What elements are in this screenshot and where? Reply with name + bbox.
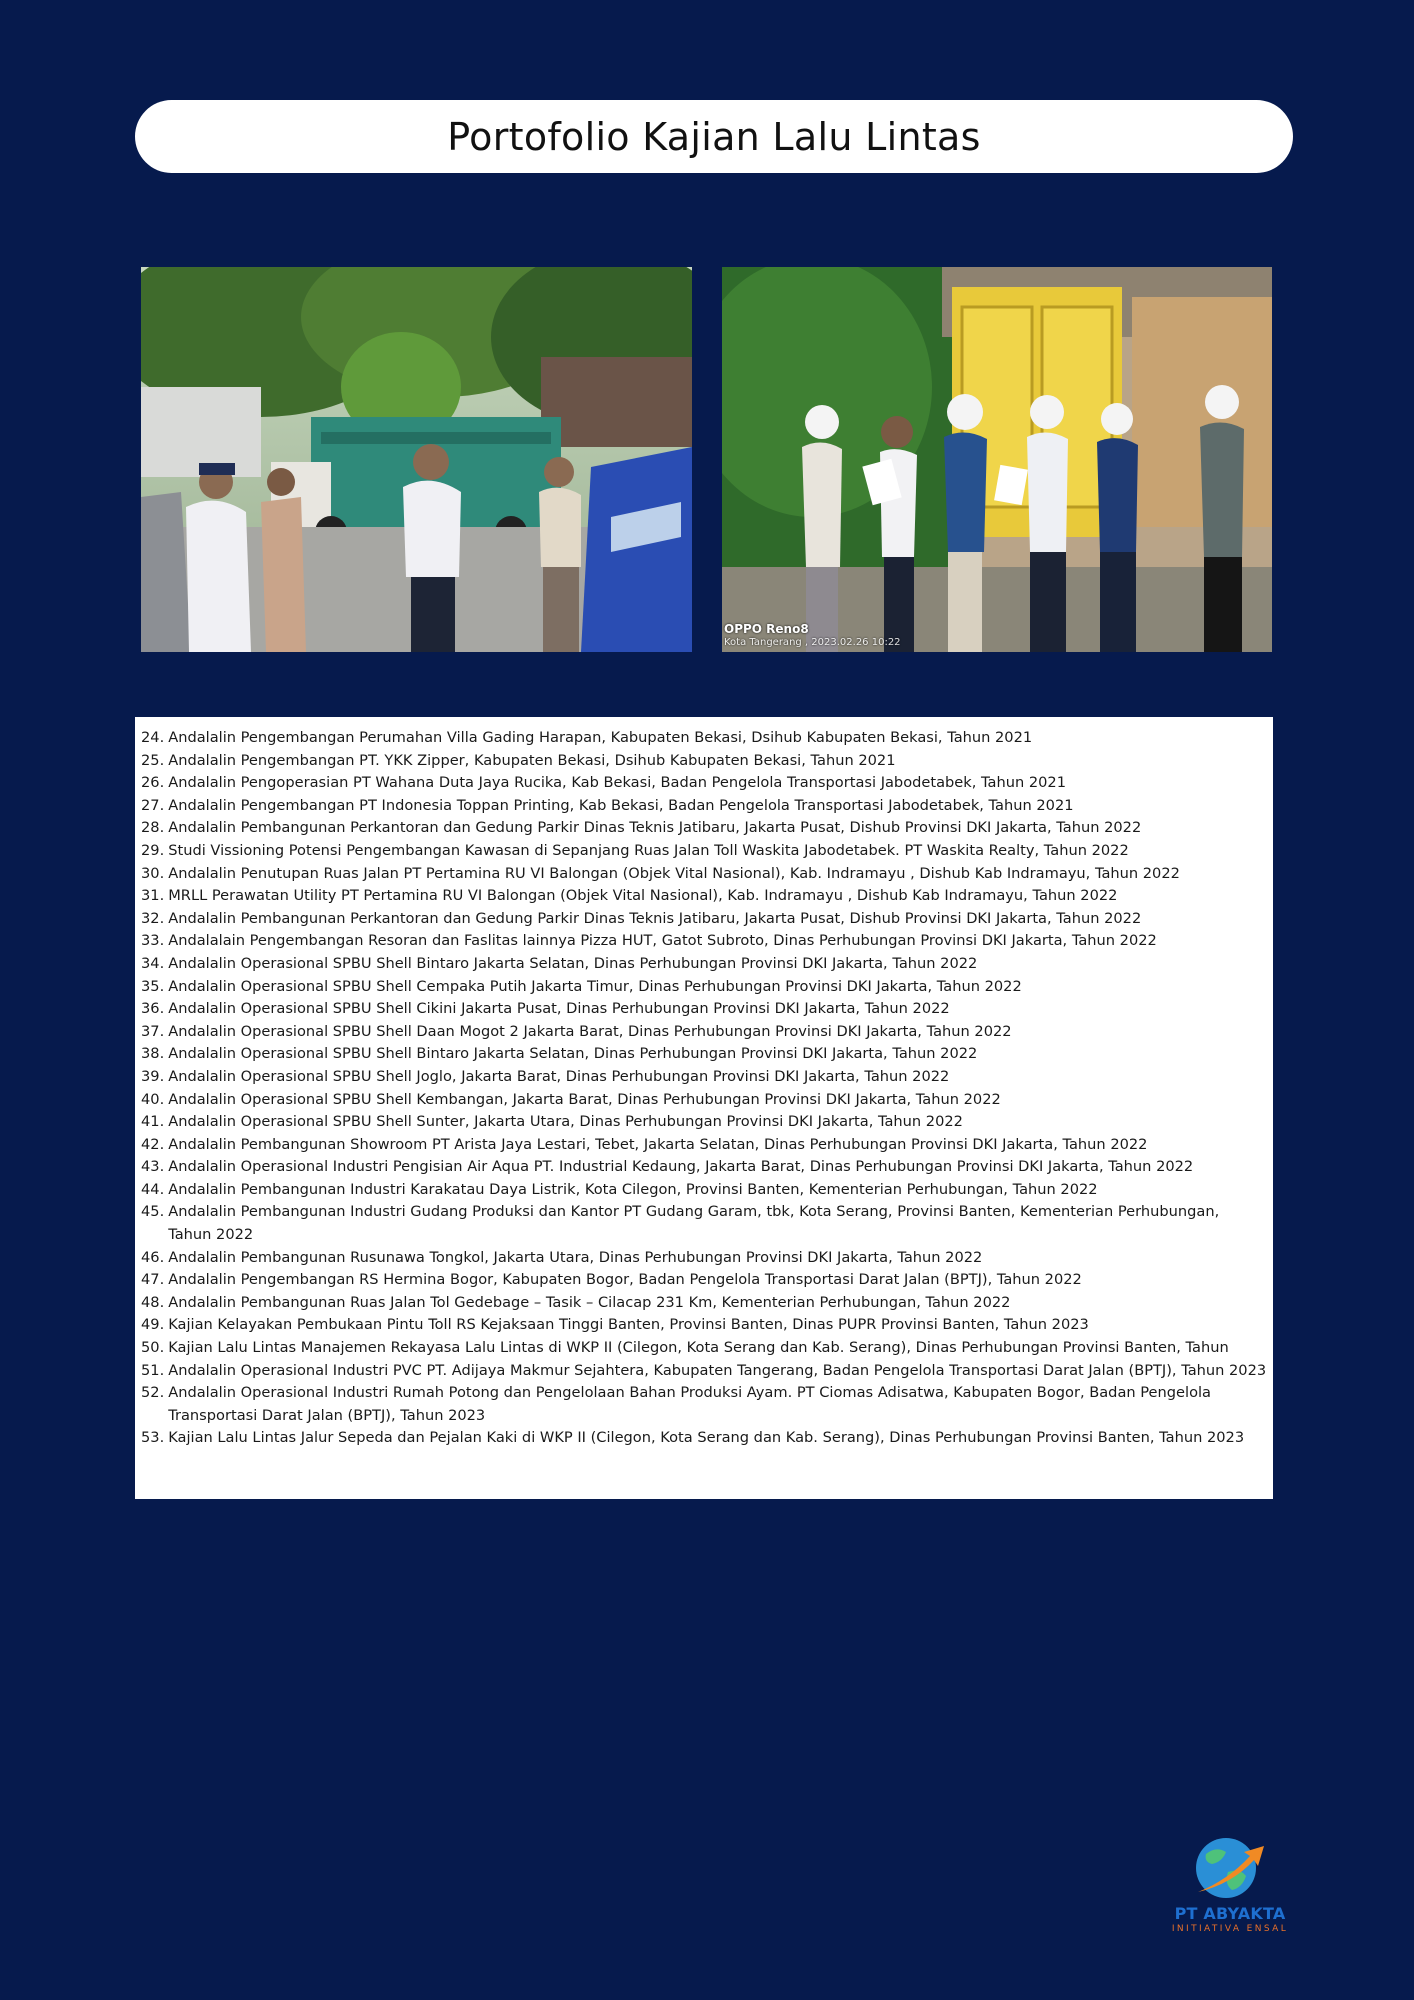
portfolio-item-number: 39. <box>141 1067 165 1085</box>
portfolio-item-number: 30. <box>141 864 165 882</box>
portfolio-item <box>141 998 1267 1021</box>
portfolio-item-number: 24. <box>141 729 165 746</box>
portfolio-item-text: Studi Vissioning Potensi Pengembangan Kawasan di Sepanjang Ruas Jalan Toll Waskita Jabodetabek. PT Waskita Realty, Tahun 2022 <box>168 841 1129 859</box>
photo-watermark <box>724 622 901 650</box>
portfolio-item-number: 25. <box>141 751 165 769</box>
portfolio-item <box>141 1156 1267 1179</box>
portfolio-item-text: Andalalain Pengembangan Resoran dan Faslitas lainnya Pizza HUT, Gatot Subroto, Dinas Perhubungan Provinsi DKI Jakarta, Tahun 2022 <box>168 932 1157 950</box>
portfolio-item-text: Kajian Lalu Lintas Jalur Sepeda dan Pejalan Kaki di WKP II (Cilegon, Kota Serang dan Kab. Serang), Dinas Perhubungan Provinsi Banten, Tahun 2023 <box>168 1429 1245 1447</box>
portfolio-item-text: Andalalin Pembangunan Rusunawa Tongkol, Jakarta Utara, Dinas Perhubungan Provinsi DKI Jakarta, Tahun 2022 <box>168 1248 983 1266</box>
portfolio-item <box>141 1089 1267 1112</box>
portfolio-item-text: Andalalin Operasional SPBU Shell Bintaro Jakarta Selatan, Dinas Perhubungan Provinsi DKI Jakarta, Tahun 2022 <box>168 1045 978 1063</box>
portfolio-item-text: Kajian Lalu Lintas Manajemen Rekayasa Lalu Lintas di WKP II (Cilegon, Kota Serang dan Kab. Serang), Dinas Perhubungan Provinsi Banten, Tahun <box>168 1339 1229 1357</box>
portfolio-item <box>141 1337 1267 1360</box>
portfolio-item-number: 50. <box>141 1339 165 1357</box>
page-title: Portofolio Kajian Lalu Lintas <box>447 114 981 159</box>
portfolio-item <box>141 953 1267 976</box>
portfolio-item-text: Andalalin Operasional Industri Rumah Potong dan Pengelolaan Bahan Produksi Ayam. PT Ciomas Adisatwa, Kabupaten Bogor, Badan Pengelola Transportasi Darat Jalan (BPTJ), Tahun 2023 <box>168 1384 1212 1424</box>
portfolio-item-number: 37. <box>141 1022 165 1040</box>
portfolio-item <box>141 1427 1267 1450</box>
portfolio-item-text: Andalalin Pengembangan PT. YKK Zipper, Kabupaten Bekasi, Dsihub Kabupaten Bekasi, Tahun 2021 <box>168 751 896 769</box>
company-name: PT ABYAKTA <box>1174 1904 1286 1923</box>
portfolio-item <box>141 1111 1267 1134</box>
camera-label: OPPO Reno8 <box>724 622 809 636</box>
portfolio-item-number: 26. <box>141 774 165 792</box>
location-timestamp: Kota Tangerang , 2023.02.26 10:22 <box>724 637 901 648</box>
portfolio-item-number: 32. <box>141 909 165 927</box>
portfolio-item-text: Andalalin Operasional SPBU Shell Bintaro Jakarta Selatan, Dinas Perhubungan Provinsi DKI Jakarta, Tahun 2022 <box>168 954 978 972</box>
portfolio-item-text: Andalalin Pengembangan Perumahan Villa Gading Harapan, Kabupaten Bekasi, Dsihub Kabupaten Bekasi, Tahun 2021 <box>168 729 1033 746</box>
portfolio-item-number: 48. <box>141 1293 165 1311</box>
portfolio-item <box>141 976 1267 999</box>
portfolio-item <box>141 1021 1267 1044</box>
portfolio-item <box>141 1179 1267 1202</box>
portfolio-item-number: 46. <box>141 1248 165 1266</box>
portfolio-item-number: 41. <box>141 1113 165 1131</box>
portfolio-item-text: Andalalin Operasional SPBU Shell Cempaka Putih Jakarta Timur, Dinas Perhubungan Provinsi DKI Jakarta, Tahun 2022 <box>168 977 1022 995</box>
globe-arrow-icon <box>1192 1832 1268 1902</box>
portfolio-item-number: 40. <box>141 1090 165 1108</box>
portfolio-item <box>141 1292 1267 1315</box>
portfolio-item <box>141 1382 1267 1427</box>
portfolio-item-text: Andalalin Pengoperasian PT Wahana Duta Jaya Rucika, Kab Bekasi, Badan Pengelola Transportasi Jabodetabek, Tahun 2021 <box>168 774 1066 792</box>
company-logo <box>1160 1832 1300 1947</box>
portfolio-item-number: 43. <box>141 1158 165 1176</box>
portfolio-item-number: 53. <box>141 1429 165 1447</box>
portfolio-item-number: 29. <box>141 841 165 859</box>
portfolio-item <box>141 1360 1267 1383</box>
portfolio-item <box>141 930 1267 953</box>
portfolio-item-number: 34. <box>141 954 165 972</box>
portfolio-item <box>141 795 1267 818</box>
portfolio-item-number: 33. <box>141 932 165 950</box>
portfolio-item-number: 47. <box>141 1271 165 1289</box>
portfolio-item-number: 31. <box>141 887 165 905</box>
portfolio-list-panel <box>135 717 1273 1499</box>
portfolio-item <box>141 1201 1267 1246</box>
portfolio-item <box>141 908 1267 931</box>
title-banner <box>135 100 1293 173</box>
portfolio-item-number: 44. <box>141 1180 165 1198</box>
portfolio-item-text: Andalalin Pembangunan Showroom PT Arista Jaya Lestari, Tebet, Jakarta Selatan, Dinas Perhubungan Provinsi DKI Jakarta, Tahun 2022 <box>168 1135 1148 1153</box>
portfolio-item <box>141 817 1267 840</box>
portfolio-item-text: Andalalin Operasional Industri Pengisian Air Aqua PT. Industrial Kedaung, Jakarta Barat, Dinas Perhubungan Provinsi DKI Jakarta, Tahun 2022 <box>168 1158 1194 1176</box>
portfolio-item <box>141 863 1267 886</box>
portfolio-item-number: 52. <box>141 1384 165 1402</box>
portfolio-item-text: MRLL Perawatan Utility PT Pertamina RU VI Balongan (Objek Vital Nasional), Kab. Indramayu , Dishub Kab Indramayu, Tahun 2022 <box>168 887 1118 905</box>
site-survey-photo-left <box>141 267 692 652</box>
portfolio-item-text: Andalalin Operasional SPBU Shell Kembangan, Jakarta Barat, Dinas Perhubungan Provinsi DKI Jakarta, Tahun 2022 <box>168 1090 1001 1108</box>
portfolio-item <box>141 1066 1267 1089</box>
portfolio-item <box>141 1269 1267 1292</box>
portfolio-item <box>141 750 1267 773</box>
portfolio-item <box>141 772 1267 795</box>
portfolio-item-text: Andalalin Pembangunan Ruas Jalan Tol Gedebage – Tasik – Cilacap 231 Km, Kementerian Perhubungan, Tahun 2022 <box>168 1293 1011 1311</box>
portfolio-item-number: 45. <box>141 1203 165 1221</box>
portfolio-item-number: 27. <box>141 796 165 814</box>
portfolio-item-text: Kajian Kelayakan Pembukaan Pintu Toll RS Kejaksaan Tinggi Banten, Provinsi Banten, Dinas PUPR Provinsi Banten, Tahun 2023 <box>168 1316 1089 1334</box>
portfolio-item-text: Andalalin Operasional SPBU Shell Sunter, Jakarta Utara, Dinas Perhubungan Provinsi DKI Jakarta, Tahun 2022 <box>168 1113 963 1131</box>
portfolio-item <box>141 840 1267 863</box>
portfolio-item-number: 28. <box>141 819 165 837</box>
portfolio-item <box>141 885 1267 908</box>
company-tagline: INITIATIVA ENSAL <box>1171 1924 1289 1934</box>
portfolio-item-number: 49. <box>141 1316 165 1334</box>
portfolio-item-text: Andalalin Operasional SPBU Shell Cikini Jakarta Pusat, Dinas Perhubungan Provinsi DKI Jakarta, Tahun 2022 <box>168 1000 950 1018</box>
photo-image <box>141 267 692 652</box>
portfolio-item <box>141 727 1267 750</box>
portfolio-item-text: Andalalin Pembangunan Perkantoran dan Gedung Parkir Dinas Teknis Jatibaru, Jakarta Pusat, Dishub Provinsi DKI Jakarta, Tahun 2022 <box>168 909 1142 927</box>
portfolio-item-text: Andalalin Pembangunan Industri Karakatau Daya Listrik, Kota Cilegon, Provinsi Banten, Kementerian Perhubungan, Tahun 2022 <box>168 1180 1098 1198</box>
portfolio-item-number: 51. <box>141 1361 165 1379</box>
portfolio-item-number: 38. <box>141 1045 165 1063</box>
portfolio-item <box>141 1043 1267 1066</box>
portfolio-item <box>141 1134 1267 1157</box>
portfolio-item-text: Andalalin Pengembangan PT Indonesia Toppan Printing, Kab Bekasi, Badan Pengelola Transportasi Jabodetabek, Tahun 2021 <box>168 796 1074 814</box>
portfolio-item-text: Andalalin Penutupan Ruas Jalan PT Pertamina RU VI Balongan (Objek Vital Nasional), Kab. Indramayu , Dishub Kab Indramayu, Tahun 2022 <box>168 864 1180 882</box>
portfolio-item-number: 42. <box>141 1135 165 1153</box>
site-survey-photo-right <box>722 267 1272 652</box>
portfolio-item-text: Andalalin Operasional SPBU Shell Daan Mogot 2 Jakarta Barat, Dinas Perhubungan Provinsi DKI Jakarta, Tahun 2022 <box>168 1022 1012 1040</box>
portfolio-item <box>141 1314 1267 1337</box>
portfolio-item-number: 36. <box>141 1000 165 1018</box>
portfolio-item-text: Andalalin Operasional SPBU Shell Joglo, Jakarta Barat, Dinas Perhubungan Provinsi DKI Jakarta, Tahun 2022 <box>168 1067 950 1085</box>
portfolio-item <box>141 1247 1267 1270</box>
portfolio-item-text: Andalalin Pengembangan RS Hermina Bogor, Kabupaten Bogor, Badan Pengelola Transportasi Darat Jalan (BPTJ), Tahun 2022 <box>168 1271 1082 1289</box>
portfolio-item-number: 35. <box>141 977 165 995</box>
portfolio-item-text: Andalalin Operasional Industri PVC PT. Adijaya Makmur Sejahtera, Kabupaten Tangerang, Badan Pengelola Transportasi Darat Jalan (BPTJ), Tahun 2023 <box>168 1361 1267 1379</box>
portfolio-list <box>141 727 1267 1450</box>
photo-image <box>722 267 1272 652</box>
portfolio-item-text: Andalalin Pembangunan Perkantoran dan Gedung Parkir Dinas Teknis Jatibaru, Jakarta Pusat, Dishub Provinsi DKI Jakarta, Tahun 2022 <box>168 819 1142 837</box>
portfolio-item-text: Andalalin Pembangunan Industri Gudang Produksi dan Kantor PT Gudang Garam, tbk, Kota Serang, Provinsi Banten, Kementerian Perhubungan, Tahun 2022 <box>168 1203 1220 1244</box>
